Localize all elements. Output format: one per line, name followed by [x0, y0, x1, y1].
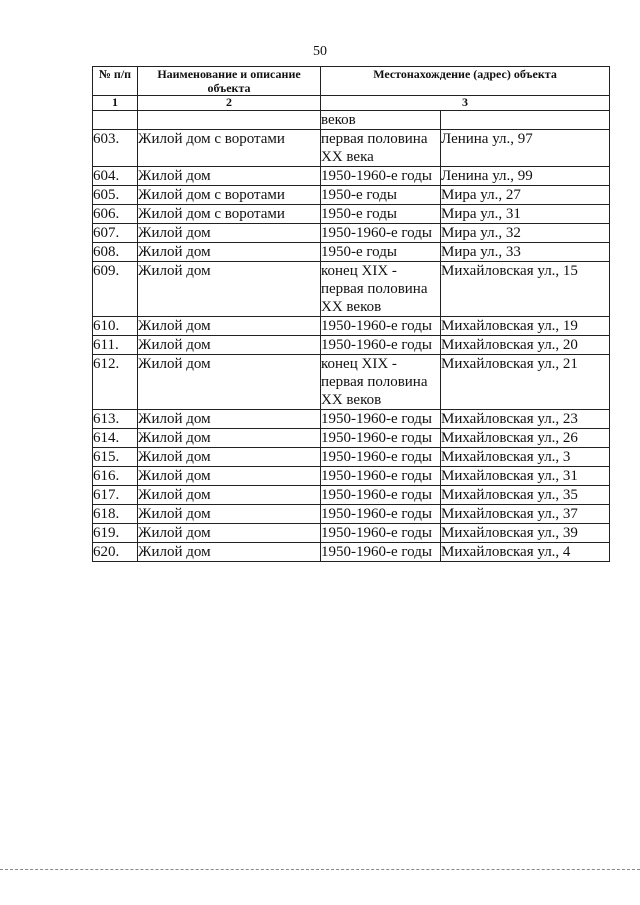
- table-row: [93, 317, 610, 336]
- continued-address-cell: [441, 111, 610, 130]
- table-row: [93, 429, 610, 448]
- table-row: [93, 205, 610, 224]
- row-number-cell: 618.: [93, 505, 138, 524]
- continued-name-cell: [138, 111, 321, 130]
- header-num: № п/п: [93, 67, 138, 96]
- table-body: [93, 111, 610, 562]
- address-cell: Мира ул., 33: [441, 243, 610, 262]
- page-number: 50: [313, 44, 327, 59]
- row-number-cell: 605.: [93, 186, 138, 205]
- continued-date-cell: веков: [321, 111, 441, 130]
- col-number-2: 2: [138, 96, 321, 111]
- address-cell: Михайловская ул., 19: [441, 317, 610, 336]
- row-number-cell: 609.: [93, 262, 138, 317]
- dating-cell: 1950-1960-е годы: [321, 224, 441, 243]
- table-row: [93, 524, 610, 543]
- object-name-cell: Жилой дом: [138, 543, 321, 562]
- object-name-cell: Жилой дом: [138, 467, 321, 486]
- object-name-cell: Жилой дом с воротами: [138, 205, 321, 224]
- address-cell: Мира ул., 31: [441, 205, 610, 224]
- continued-num-cell: [93, 111, 138, 130]
- header-name: Наименование и описание объекта: [138, 67, 321, 96]
- address-cell: Михайловская ул., 23: [441, 410, 610, 429]
- object-name-cell: Жилой дом: [138, 167, 321, 186]
- table-row: [93, 467, 610, 486]
- scan-artifact-line: [0, 869, 640, 870]
- table-row: [93, 167, 610, 186]
- object-name-cell: Жилой дом: [138, 224, 321, 243]
- col-number-1: 1: [93, 96, 138, 111]
- dating-cell: 1950-е годы: [321, 186, 441, 205]
- table-row: [93, 505, 610, 524]
- dating-cell: 1950-1960-е годы: [321, 524, 441, 543]
- col-number-3: 3: [321, 96, 610, 111]
- dating-cell: 1950-1960-е годы: [321, 505, 441, 524]
- row-number-cell: 603.: [93, 130, 138, 167]
- table-row: [93, 543, 610, 562]
- table-row: [93, 486, 610, 505]
- object-name-cell: Жилой дом: [138, 448, 321, 467]
- object-name-cell: Жилой дом: [138, 410, 321, 429]
- address-cell: Михайловская ул., 35: [441, 486, 610, 505]
- object-name-cell: Жилой дом: [138, 429, 321, 448]
- dating-cell: 1950-1960-е годы: [321, 448, 441, 467]
- dating-cell: конец XIX - первая половина XX веков: [321, 355, 441, 410]
- table-row: [93, 448, 610, 467]
- address-cell: Михайловская ул., 37: [441, 505, 610, 524]
- row-number-cell: 607.: [93, 224, 138, 243]
- address-cell: Михайловская ул., 3: [441, 448, 610, 467]
- row-number-cell: 604.: [93, 167, 138, 186]
- dating-cell: 1950-1960-е годы: [321, 543, 441, 562]
- continued-row: [93, 111, 610, 130]
- row-number-cell: 612.: [93, 355, 138, 410]
- row-number-cell: 613.: [93, 410, 138, 429]
- row-number-cell: 615.: [93, 448, 138, 467]
- object-name-cell: Жилой дом: [138, 262, 321, 317]
- address-cell: Михайловская ул., 39: [441, 524, 610, 543]
- row-number-cell: 614.: [93, 429, 138, 448]
- object-name-cell: Жилой дом: [138, 355, 321, 410]
- address-cell: Ленина ул., 99: [441, 167, 610, 186]
- object-name-cell: Жилой дом: [138, 243, 321, 262]
- address-cell: Михайловская ул., 4: [441, 543, 610, 562]
- column-number-row: [93, 96, 610, 111]
- dating-cell: 1950-1960-е годы: [321, 467, 441, 486]
- table-row: [93, 186, 610, 205]
- object-name-cell: Жилой дом: [138, 336, 321, 355]
- address-cell: Ленина ул., 97: [441, 130, 610, 167]
- table-row: [93, 336, 610, 355]
- row-number-cell: 611.: [93, 336, 138, 355]
- row-number-cell: 610.: [93, 317, 138, 336]
- table-row: [93, 262, 610, 317]
- object-name-cell: Жилой дом с воротами: [138, 130, 321, 167]
- address-cell: Мира ул., 27: [441, 186, 610, 205]
- object-name-cell: Жилой дом: [138, 505, 321, 524]
- row-number-cell: 616.: [93, 467, 138, 486]
- row-number-cell: 606.: [93, 205, 138, 224]
- dating-cell: первая половина XX века: [321, 130, 441, 167]
- dating-cell: 1950-е годы: [321, 205, 441, 224]
- object-name-cell: Жилой дом: [138, 524, 321, 543]
- row-number-cell: 617.: [93, 486, 138, 505]
- object-name-cell: Жилой дом с воротами: [138, 186, 321, 205]
- table-row: [93, 410, 610, 429]
- address-cell: Михайловская ул., 26: [441, 429, 610, 448]
- object-name-cell: Жилой дом: [138, 317, 321, 336]
- table-row: [93, 355, 610, 410]
- heritage-objects-table: [92, 66, 610, 562]
- dating-cell: 1950-1960-е годы: [321, 410, 441, 429]
- address-cell: Михайловская ул., 15: [441, 262, 610, 317]
- address-cell: Михайловская ул., 31: [441, 467, 610, 486]
- table-row: [93, 224, 610, 243]
- table-header-row: [93, 67, 610, 96]
- object-name-cell: Жилой дом: [138, 486, 321, 505]
- row-number-cell: 620.: [93, 543, 138, 562]
- dating-cell: конец XIX - первая половина XX веков: [321, 262, 441, 317]
- row-number-cell: 608.: [93, 243, 138, 262]
- dating-cell: 1950-1960-е годы: [321, 429, 441, 448]
- address-cell: Мира ул., 32: [441, 224, 610, 243]
- dating-cell: 1950-е годы: [321, 243, 441, 262]
- dating-cell: 1950-1960-е годы: [321, 336, 441, 355]
- address-cell: Михайловская ул., 20: [441, 336, 610, 355]
- table-row: [93, 130, 610, 167]
- row-number-cell: 619.: [93, 524, 138, 543]
- dating-cell: 1950-1960-е годы: [321, 486, 441, 505]
- address-cell: Михайловская ул., 21: [441, 355, 610, 410]
- dating-cell: 1950-1960-е годы: [321, 317, 441, 336]
- dating-cell: 1950-1960-е годы: [321, 167, 441, 186]
- table-row: [93, 243, 610, 262]
- header-location: Местонахождение (адрес) объекта: [321, 67, 610, 96]
